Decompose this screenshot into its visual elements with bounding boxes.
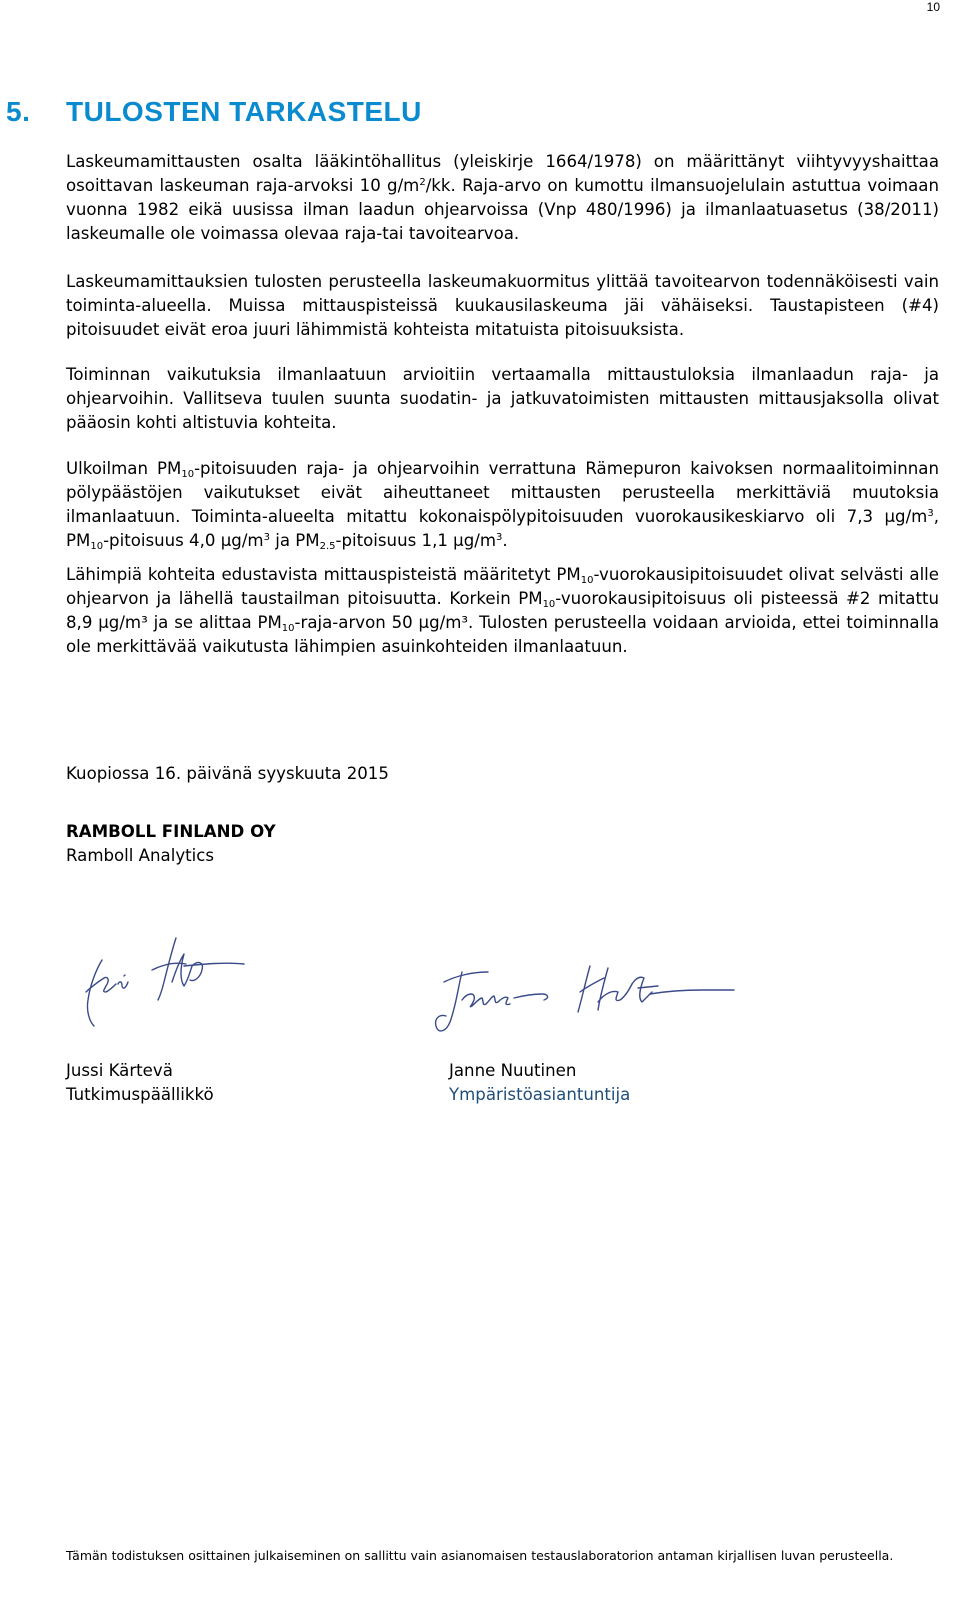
paragraph-air-quality-method	[66, 363, 939, 435]
section-title: TULOSTEN TARKASTELU	[66, 96, 422, 127]
section-heading	[6, 96, 422, 128]
company-name: RAMBOLL FINLAND OY	[66, 822, 276, 841]
signatory-name: Jussi Kärtevä	[66, 1061, 173, 1080]
text-run: , PM	[66, 507, 939, 550]
subscript: 10	[542, 599, 556, 610]
page-number: 10	[926, 0, 940, 14]
subscript: 10	[281, 623, 295, 634]
paragraph-nearby-sites	[66, 563, 939, 659]
superscript: 3	[927, 508, 934, 519]
signature-jussi-karteva	[80, 930, 260, 1040]
superscript: 3	[263, 532, 270, 543]
text-run: -pitoisuus 4,0 µg/m	[103, 531, 264, 550]
signatory-2	[449, 1059, 630, 1107]
footer-disclaimer: Tämän todistuksen osittainen julkaiseminen on sallittu vain asianomaisen testauslaboratorion antaman kirjallisen luvan perusteella.	[66, 1548, 894, 1563]
subscript: 10	[90, 541, 104, 552]
signatory-title: Tutkimuspäällikkö	[66, 1085, 214, 1104]
company-block	[66, 820, 276, 868]
subscript: 10	[181, 469, 195, 480]
signatory-1	[66, 1059, 214, 1107]
signatory-title: Ympäristöasiantuntija	[449, 1085, 631, 1104]
signatory-name: Janne Nuutinen	[449, 1061, 577, 1080]
superscript: 2	[419, 177, 426, 188]
text-run: Laskeumamittausten osalta lääkintöhallitus (yleiskirje 1664/1978) on määrittänyt viihtyvyyshaittaa osoittavan laskeuman raja-arvoksi 10 g/m	[66, 152, 939, 195]
paragraph-text: Toiminnan vaikutuksia ilmanlaatuun arvioitiin vertaamalla mittaustuloksia ilmanlaadun raja- ja ohjearvoihin. Vallitseva tuulen suunta suodatin- ja jatkuvatoimisten mittausten mittausjaksolla olivat pääosin kohti altistuvia kohteita.	[66, 365, 939, 432]
text-run: Ulkoilman PM	[66, 459, 182, 478]
text-run: .	[502, 531, 508, 550]
paragraph-text: Laskeumamittauksien tulosten perusteella laskeumakuormitus ylittää tavoitearvon todennäköisesti vain toiminta-alueella. Muissa mittauspisteissä kuukausilaskeuma jäi vähäiseksi. Taustapisteen (#4) pitoisuudet eivät eroa juuri lähimmistä kohteista mitatuista pitoisuuksista.	[66, 272, 939, 339]
place-date: Kuopiossa 16. päivänä syyskuuta 2015	[66, 764, 389, 783]
text-run: -vuorokausipitoisuus oli pisteessä #2 mitattu 8,9 µg/m³ ja se alittaa PM	[66, 589, 939, 632]
section-number: 5.	[6, 96, 31, 127]
text-run: ja PM	[269, 531, 320, 550]
superscript: 3	[496, 532, 503, 543]
paragraph-pm10-results	[66, 457, 939, 553]
text-run: -pitoisuuden raja- ja ohjearvoihin verrattuna Rämepuron kaivoksen normaalitoiminnan pölypäästöjen vaikutukset eivät aiheuttaneet mittausten perusteella merkittäviä muutoksia ilmanlaatuun. Toiminta-alueelta mitattu kokonaispölypitoisuuden vuorokausikeskiarvo oli 7,3 µg/m	[66, 459, 939, 526]
subscript: 10	[580, 575, 594, 586]
text-run: -vuorokausipitoisuudet olivat selvästi alle ohjearvon ja lähellä taustailman pitoisuutta. Korkein PM	[66, 565, 939, 608]
signature-janne-nuutinen	[432, 958, 742, 1048]
company-unit: Ramboll Analytics	[66, 846, 215, 865]
paragraph-laskeuma-results	[66, 270, 939, 342]
text-run: Lähimpiä kohteita edustavista mittauspisteistä määritetyt PM	[66, 565, 581, 584]
text-run: /kk. Raja-arvo on kumottu ilmansuojelulain astuttua voimaan vuonna 1982 eikä uusissa ilman laadun ohjearvoissa (Vnp 480/1996) ja ilmanlaatuasetus (38/2011) laskeumalle ole voimassa olevaa raja-tai tavoitearvoa.	[66, 176, 939, 243]
subscript: 2.5	[319, 541, 336, 552]
paragraph-laskeuma-limit	[66, 150, 939, 246]
text-run: -pitoisuus 1,1 µg/m	[335, 531, 497, 550]
text-run: -raja-arvon 50 µg/m³. Tulosten perusteella voidaan arvioida, ettei toiminnalla ole merkittävää vaikutusta lähimpien asuinkohteiden ilmanlaatuun.	[66, 613, 939, 656]
